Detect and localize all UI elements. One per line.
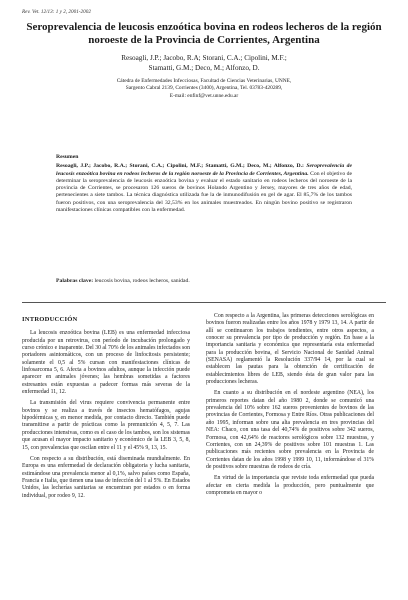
abstract-citation-authors: Resoagli, J.P.; Jacobo, R.A.; Storani, C.A.; Cipolini, M.F.; Stamatti, G.M.; Deco, M.; Alfonzo, D.: — [56, 163, 304, 170]
affiliation-line-2: Sargento Cabral 2139, Corrientes (3400), Argentina, Tel. 03783-420289, — [125, 85, 283, 92]
paragraph: Con respecto a su distribución, está diseminada mundialmente. En Europa es una enfermedad de declaración obligatoria y lucha sanitaria, estimándose una prevalencia menor al 0,1%, salvo países como España, Francia e Italia, que tienen una tasa de infección del 1 al 5%. En Estados Unidos, las lecherías sanitarias se encuentran por estados o en forma individual, por rodeo 9, 12. — [22, 455, 190, 499]
affiliation — [40, 78, 368, 100]
author-line-2: Stamatti, G.M.; Deco, M.; Alfonzo, D. — [148, 63, 260, 72]
affiliation-email: E-mail: enfinf@vet.unne.edu.ar — [169, 92, 239, 99]
article-title: Seroprevalencia de leucosis enzoótica bovina en rodeos lecheros de la región noroeste de la Provincia de Corrientes, Argentina — [26, 21, 382, 46]
paragraph: En cuanto a su distribución en el nordeste argentino (NEA), los primeros reportes datan del año 1980 2, donde se comunicó una prevalencia del 10% sobre 162 sueros provenientes de bovinos de las provincias de Corrientes, Formosa y Entre Ríos. Otras publicaciones del año 1995, informan sobre una alta prevalencia en tres provincias del NEA: Chaco, con una tasa del 40,74% de positivos sobre 342 sueros, Formosa, con 42,64% de reactores serológicos sobre 132 muestras, y Corrientes, con un 24,39% de positivos sobre 101 muestras 1. Las publicaciones más recientes sobre prevalencia en la Provincia de Corrientes datan de los años 1998 y 1999 10, 11, informándose el 31% de positivos sobre muestras de rodeos de cría. — [206, 390, 374, 470]
abstract-heading: Resumen — [56, 154, 79, 160]
abstract-body-block — [56, 163, 352, 214]
paragraph: La leucosis enzoótica bovina (LEB) es una enfermedad infecciosa producida por un retrovirus, con período de incubación prolongado y curso crónico e inaparente. Del 30 al 70% de los animales infectados son portadores asintomáticos, con un proceso de linfocitosis persistente; solamente el 0,5 al 5% cursan con manifestaciones clínicas de linfosarcoma 5, 6. Afecta a bovinos adultos, aunque la infección puede aparecer en animales jóvenes; las hembras sometidas a factores estresantes están expuestas a padecer formas más severas de la enfermedad 11, 12. — [22, 330, 190, 396]
abstract-citation-title: Seroprevalencia de leucosis enzoótica bovina en rodeos lecheros de la región noroeste de la Provincia de Corrientes, Argentina. — [56, 163, 353, 177]
keywords-label: Palabras clave: — [56, 278, 94, 284]
paragraph: Con respecto a la Argentina, las primeras detecciones serológicas en bovinos fueron realizadas entre los años 1978 y 1979 13, 14. A partir de allí se continuaron los trabajos tendientes, entre otros aspectos, a conocer su prevalencia por tipo de producción y región. En base a la importancia sanitaria y económica que representaría esta enfermedad para la producción bovina, el Servicio Nacional de Sanidad Animal (SENASA) reglamentó la Resolución 337/94 14, por la cual se establecen las pautas para la obtención de certificación de establecimientos libres de LEB, siendo ésta de gran valor para las producciones lecheras. — [206, 313, 374, 386]
author-list — [40, 54, 368, 73]
keywords — [56, 278, 352, 285]
author-line-1: Resoagli, J.P.; Jacobo, R.A; Storani, C.A.; Cipolini, M.F.; — [121, 54, 287, 62]
abstract — [56, 154, 352, 214]
introduction-heading: INTRODUCCIÓN — [22, 316, 78, 323]
section-divider — [22, 302, 386, 303]
paragraph: En virtud de la importancia que reviste toda enfermedad que pueda afectar en cierta medida la producción, pero puntualmente que comprometa en mayor o — [206, 475, 374, 496]
keywords-text: leucosis bovina, rodeos lecheros, sanidad. — [94, 278, 190, 284]
left-column — [22, 316, 190, 504]
paragraph: La transmisión del virus requiere convivencia permanente entre bovinos y se realiza a través de insectos hematófagos, agujas hipodérmicas y, en menor medida, por contacto directo. También puede transmitirse a partir de prácticas como la premunición 4, 5, 7. Las producciones intensivas, como es el caso de los tambos, son los sistemas que acusan el mayor impacto sanitario y económico de la LEB 3, 5, 8, 15, con prevalencias que oscilan entre el 11 y el 45% 9, 13, 15. — [22, 400, 190, 451]
abstract-text: Con el objetivo de determinar la seroprevalencia de leucosis enzoótica bovina y evaluar el estado sanitario en rodeos lecheros del noroeste de la provincia de Corrientes, se procesaron 126 sueros de bovinos Holando Argentino y Jersey, mayores de tres años de edad, pertenecientes a siete tambos. La técnica diagnóstica utilizada fue la de inmunodifusión en gel de agar. El 85,7% de los tambos fueron positivos, con una seroprevalencia del 32,53% en los animales muestreados. En ningún bovino positivo se registraron manifestaciones clínicas compatibles con la enfermedad. — [56, 170, 353, 213]
right-column — [206, 313, 374, 501]
affiliation-line-1: Cátedra de Enfermedades Infecciosas, Facultad de Ciencias Veterinarias, UNNE, — [116, 78, 292, 84]
running-head: Rev. Vet. 12/13: 1 y 2, 2001-2002 — [22, 9, 91, 15]
